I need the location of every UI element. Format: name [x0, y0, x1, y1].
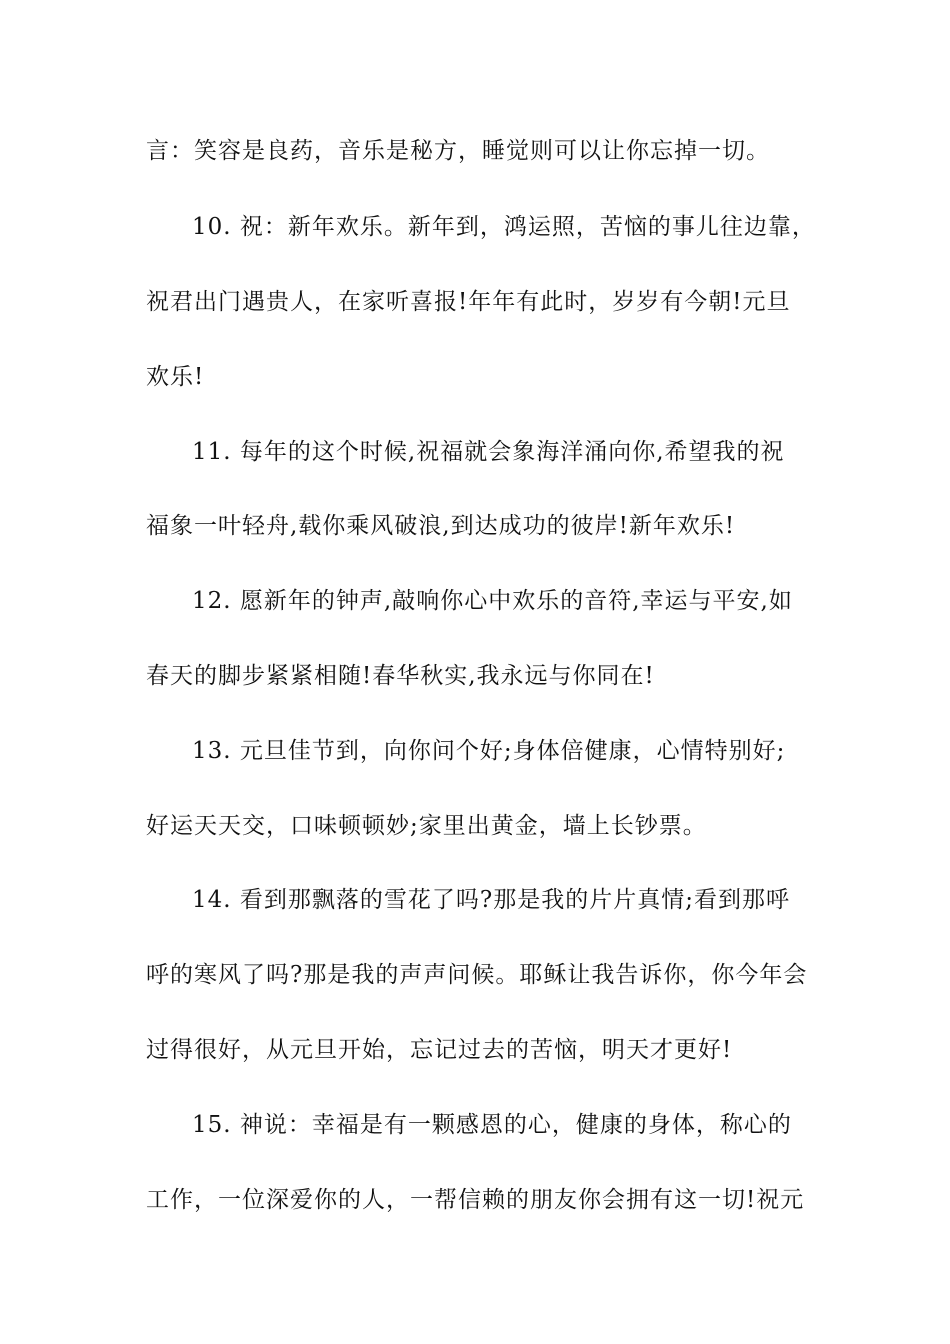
text-line: 祝君出门遇贵人，在家听喜报!年年有此时，岁岁有今朝!元旦 [146, 289, 791, 315]
text-line: 过得很好，从元旦开始，忘记过去的苦恼，明天才更好! [146, 1037, 733, 1063]
text-line: 10. 祝：新年欢乐。新年到，鸿运照，苦恼的事儿往边靠， [192, 214, 816, 240]
text-line: 工作，一位深爱你的人，一帮信赖的朋友你会拥有这一切!祝元 [146, 1187, 805, 1213]
text-line: 好运天天交，口味顿顿妙;家里出黄金，墙上长钞票。 [146, 813, 707, 839]
text-line: 14. 看到那飘落的雪花了吗?那是我的片片真情;看到那呼 [192, 887, 790, 913]
text-line: 11. 每年的这个时候,祝福就会象海洋涌向你,希望我的祝 [192, 439, 785, 465]
text-line: 春天的脚步紧紧相随!春华秋实,我永远与你同在! [146, 663, 655, 689]
text-line: 言：笑容是良药，音乐是秘方，睡觉则可以让你忘掉一切。 [146, 138, 770, 164]
text-line: 13. 元旦佳节到，向你问个好;身体倍健康，心情特别好; [192, 738, 786, 764]
text-line: 15. 神说：幸福是有一颗感恩的心，健康的身体，称心的 [192, 1112, 792, 1138]
text-line: 福象一叶轻舟,载你乘风破浪,到达成功的彼岸!新年欢乐! [146, 513, 736, 539]
text-line: 欢乐! [146, 364, 205, 390]
text-line: 12. 愿新年的钟声,敲响你心中欢乐的音符,幸运与平安,如 [192, 588, 793, 614]
text-line: 呼的寒风了吗?那是我的声声问候。耶稣让我告诉你，你今年会 [146, 962, 808, 988]
